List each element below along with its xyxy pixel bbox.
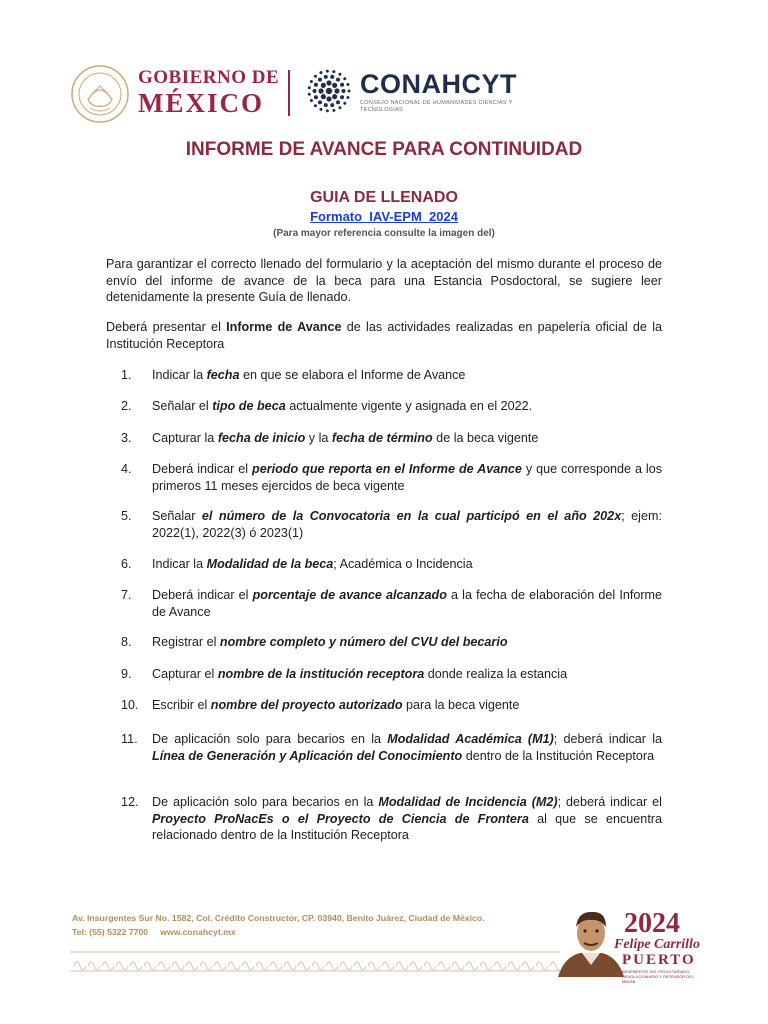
list-item-part-b: tipo de beca: [212, 399, 286, 413]
list-item-part-a: Deberá indicar el: [152, 462, 253, 476]
list-item-part-d: Proyecto ProNacEs o el Proyecto de Ciencia de Frontera: [152, 811, 529, 826]
list-item-part-b: Modalidad de la beca: [206, 557, 334, 571]
footer-address-block: [72, 911, 485, 939]
list-item-part-c: en que se elabora el Informe de Avance: [239, 368, 466, 382]
list-item-number: 3.: [121, 431, 132, 445]
conahcyt-dots-icon: [304, 66, 354, 116]
page-header: [70, 62, 710, 122]
list-item-number: 4.: [121, 462, 132, 476]
list-item-part-a: De aplicación solo para becarios en la: [152, 732, 388, 746]
p2-text-c: de las actividades realizadas en papelería oficial de la Institución Receptora: [106, 320, 663, 351]
list-item-text: [152, 508, 662, 541]
list-item-part-b: fecha: [206, 368, 240, 382]
list-item-text: [152, 587, 662, 620]
list-item-part-a: Deberá indicar el: [152, 588, 253, 602]
list-item-number: 8.: [121, 635, 132, 649]
list-item-number: 11.: [121, 732, 138, 746]
list-item-part-a: Indicar la: [152, 557, 207, 571]
decorative-pattern: [70, 950, 560, 972]
list-item-part-b: Modalidad de Incidencia (M2): [378, 795, 558, 809]
list-item-number: 5.: [121, 509, 132, 523]
conahcyt-name: CONAHCYT: [360, 69, 517, 99]
footer-address: Av. Insurgentes Sur No. 1582, Col. Crédito Constructor, CP. 03940, Benito Juárez, Ciudad de México.: [72, 913, 485, 923]
list-item-part-a: Capturar la: [152, 431, 218, 445]
list-item-part-e: de la beca vigente: [432, 431, 539, 445]
list-item-part-a: Capturar el: [152, 667, 218, 681]
list-item-part-c: y que corresponde a los primeros 11 meses ejercidos de beca vigente: [152, 462, 663, 493]
list-item-part-c: ; deberá indicar la: [553, 732, 662, 746]
footer-tiny-text: BENEMÉRITO DEL PROLETARIADO, REVOLUCIONARIO Y DEFENSOR DEL MAYAB: [622, 969, 694, 984]
list-item-part-a: De aplicación solo para becarios en la: [152, 795, 379, 809]
list-item-part-c: ; deberá indicar el: [557, 795, 662, 809]
format-link[interactable]: Formato_IAV-EPM_2024: [310, 209, 458, 224]
list-item-number: 2.: [121, 399, 132, 413]
page-title: INFORME DE AVANCE PARA CONTINUIDAD: [185, 139, 583, 160]
header-divider: [288, 70, 290, 116]
list-item-text: [152, 430, 662, 447]
list-item-text: [152, 697, 662, 714]
list-item-part-b: periodo que reporta en el Informe de Avance: [252, 462, 522, 476]
list-item-number: 7.: [121, 588, 132, 602]
list-item-text: [152, 367, 662, 384]
list-item-part-c: y la: [305, 431, 332, 445]
requirement-paragraph: [106, 319, 662, 352]
list-item-part-a: Indicar la: [152, 368, 207, 382]
list-item-text: [152, 731, 662, 764]
list-item-number: 12.: [121, 795, 139, 809]
list-item-text: [152, 634, 662, 651]
list-item-part-b: el número de la Convocatoria en la cual participó en el año 202x: [201, 509, 622, 523]
p2-text-bold: Informe de Avance: [226, 320, 342, 334]
list-item-part-c: a la fecha de elaboración del Informe de Avance: [152, 588, 663, 619]
list-item-part-a: Señalar: [152, 509, 202, 523]
intro-paragraph: Para garantizar el correcto llenado del formulario y la aceptación del mismo durante el proceso de envío del informe de avance de la beca para una Estancia Posdoctoral, se sugiere leer detenidamente la presente Guía de llenado.: [106, 257, 662, 304]
list-item-part-b: Modalidad Académica (M1): [387, 732, 554, 746]
list-item-part-c: donde realiza la estancia: [424, 667, 568, 681]
list-item-text: [152, 794, 662, 844]
list-item-part-b: nombre completo y número del CVU del becario: [219, 635, 508, 649]
list-item-part-e: al que se encuentra relacionado dentro de la Institución Receptora: [152, 811, 663, 842]
page-subtitle: GUIA DE LLENADO: [310, 189, 458, 206]
list-item-part-b: porcentaje de avance alcanzado: [252, 588, 447, 602]
list-item-part-a: Escribir el: [152, 698, 211, 712]
list-item-text: [152, 666, 662, 683]
reference-note: (Para mayor referencia consulte la imagen del): [273, 228, 495, 239]
list-item-part-c: para la beca vigente: [402, 698, 520, 712]
list-item-part-a: Señalar el: [152, 399, 213, 413]
footer-surname: PUERTO: [622, 952, 696, 968]
list-item-text: [152, 461, 662, 494]
gob-line1: GOBIERNO DE: [138, 67, 280, 88]
list-item-part-a: Registrar el: [152, 635, 220, 649]
list-item-part-d: fecha de término: [331, 431, 433, 445]
list-item-part-c: actualmente vigente y asignada en el 2022.: [285, 399, 533, 413]
list-item-part-c: ; Académica o Incidencia: [333, 557, 473, 571]
list-item-number: 9.: [121, 667, 132, 681]
list-item-part-b: nombre del proyecto autorizado: [210, 698, 403, 712]
list-item-number: 10.: [121, 698, 139, 712]
list-item-text: [152, 556, 662, 573]
list-item-part-c: ; ejem: 2022(1), 2022(3) ó 2023(1): [152, 509, 662, 540]
list-item-part-e: dentro de la Institución Receptora: [462, 748, 655, 763]
gob-line2: MÉXICO: [138, 88, 264, 118]
footer-year: 2024: [624, 908, 680, 939]
list-item-part-d: Línea de Generación y Aplicación del Conocimiento: [152, 748, 463, 763]
list-item-number: 1.: [121, 368, 132, 382]
list-item-part-b: nombre de la institución receptora: [217, 667, 425, 681]
gobierno-mexico-logo: [138, 68, 279, 118]
list-item-part-b: fecha de inicio: [217, 431, 306, 445]
footer-name-line: Felipe Carrillo: [614, 937, 700, 952]
p2-text-a: Deberá presentar el: [106, 320, 227, 334]
list-item-number: 6.: [121, 557, 132, 571]
list-item-text: [152, 398, 662, 415]
national-seal-icon: [70, 64, 130, 124]
conahcyt-subtitle: CONSEJO NACIONAL DE HUMANIDADES CIENCIAS Y TECNOLOGÍAS: [360, 100, 513, 113]
footer-contact: Tel: (55) 5322 7700 www.conahcyt.mx: [72, 927, 236, 937]
